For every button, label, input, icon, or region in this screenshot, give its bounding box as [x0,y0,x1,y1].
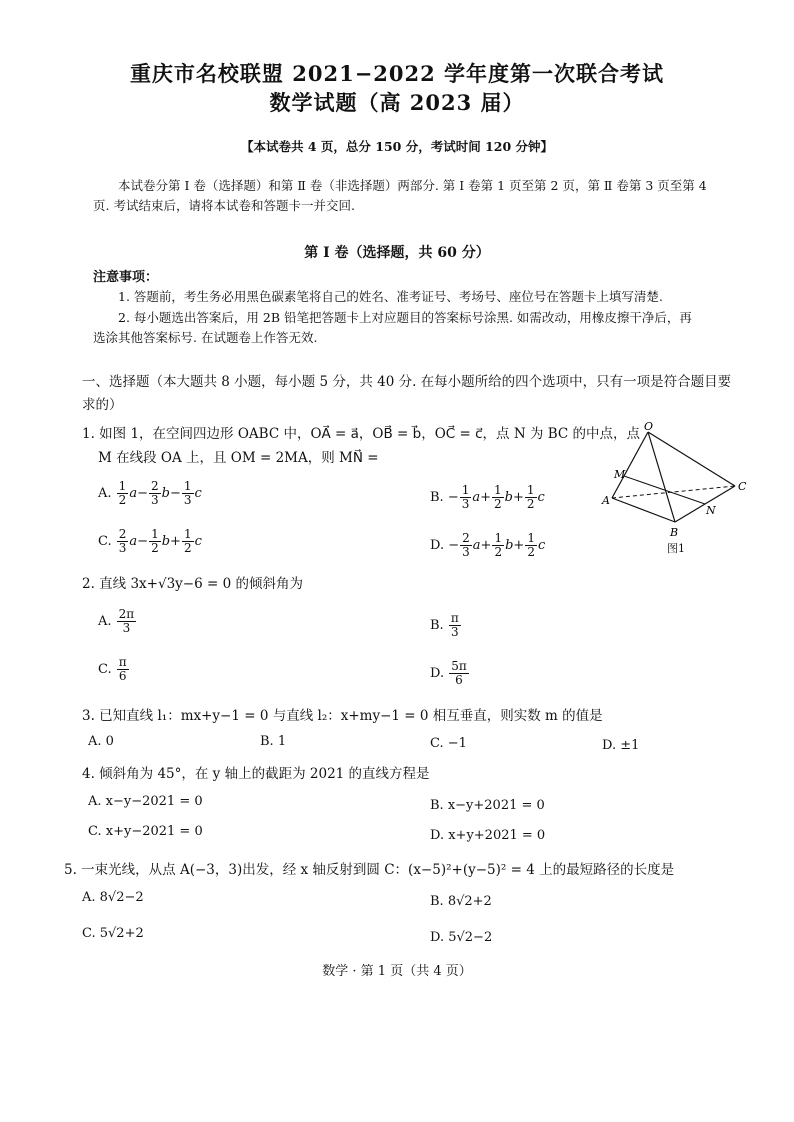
part1-heading-a: 一、选择题（本大题共 8 小题，每小题 5 分，共 40 分. 在每小题所给的四个选项中，只有一项是符合题目要 [82,374,732,390]
q3-option-d: D. ±1 [602,738,640,753]
exam-title-line2: 数学试题（高 2023 届） [269,90,525,115]
q2-option-a: A. $\frac{2\pi}{3}$ [98,607,135,635]
q3-option-b: B. 1 [260,734,287,749]
q1-option-c: C. $\frac{2}{3}$ a− $\frac{1}{2}$ b+ $\frac{1}{2}$ c [98,527,202,555]
q5-stem: 5. 一束光线，从点 A(−3，3)出发，经 x 轴反射到圆 C：(x−5)²+(y−5)² = 4 上的最短路径的长度是 [64,862,675,878]
section1-title: 第 Ⅰ 卷（选择题，共 60 分） [304,245,490,261]
figure-1-tetrahedron [600,420,760,550]
q5-option-b: B. 8√2+2 [430,894,492,909]
part1-heading-b: 求的） [82,397,123,413]
q4-option-d: D. x+y+2021 = 0 [430,828,546,843]
notice-2a: 2. 每小题选出答案后，用 2B 铅笔把答题卡上对应题目的答案标号涂黑. 如需改动，用橡皮擦干净后，再 [118,310,692,325]
q4-option-b: B. x−y+2021 = 0 [430,798,545,813]
q5-option-c: C. 5√2+2 [82,926,144,941]
point-m: M [614,468,626,481]
page-footer: 数学 · 第 1 页（共 4 页） [322,964,472,979]
figure-1-caption: 图1 [667,542,685,555]
q2-option-b: B. $\frac{\pi}{3}$ [430,611,459,639]
notice-1: 1. 答题前，考生务必用黑色碳素笔将自己的姓名、准考证号、考场号、座位号在答题卡上填写清楚. [118,289,663,304]
point-c: C [738,480,747,493]
point-a: A [602,494,610,507]
intro-line1: 本试卷分第 Ⅰ 卷（选择题）和第 Ⅱ 卷（非选择题）两部分. 第 Ⅰ 卷第 1 页至第 2 页，第 Ⅱ 卷第 3 页至第 4 [118,178,707,193]
q3-option-a: A. 0 [88,734,114,749]
point-o: O [644,420,654,433]
q1-option-a: A. $\frac{1}{2}$ a− $\frac{2}{3}$ b− $\frac{1}{3}$ c [98,479,202,507]
point-b: B [670,526,679,539]
q4-stem: 4. 倾斜角为 45°，在 y 轴上的截距为 2021 的直线方程是 [82,766,430,782]
exam-title-line1: 重庆市名校联盟 2021−2022 学年度第一次联合考试 [129,61,665,86]
q1-option-b: B. − $\frac{1}{3}$ a+ $\frac{1}{2}$ b+ $\frac{1}{2}$ c [430,483,545,511]
q2-option-c: C. $\frac{\pi}{6}$ [98,655,127,683]
q4-option-c: C. x+y−2021 = 0 [88,824,203,839]
point-n: N [706,504,716,517]
exam-info: 【本试卷共 4 页，总分 150 分，考试时间 120 分钟】 [241,139,553,154]
q2-option-d: D. $\frac{5\pi}{6}$ [430,659,467,687]
q3-stem: 3. 已知直线 l₁：mx+y−1 = 0 与直线 l₂：x+my−1 = 0 相互垂直，则实数 m 的值是 [82,708,603,724]
q3-option-c: C. −1 [430,736,467,751]
q2-stem: 2. 直线 3x+√3y−6 = 0 的倾斜角为 [82,576,303,592]
q1-line2: M 在线段 OA 上，且 OM = 2MA，则 MN⃗ = [98,450,379,466]
notice-title: 注意事项： [93,270,159,285]
q5-option-d: D. 5√2−2 [430,930,493,945]
q5-option-a: A. 8√2−2 [82,890,144,905]
q1-option-d: D. − $\frac{2}{3}$ a+ $\frac{1}{2}$ b+ $\frac{1}{2}$ c [430,531,546,559]
intro-line2: 页. 考试结束后，请将本试卷和答题卡一并交回. [93,198,355,213]
notice-2b: 选涂其他答案标号. 在试题卷上作答无效. [93,330,318,345]
q1-line1: 1. 如图 1，在空间四边形 OABC 中，OA⃗ = a⃗，OB⃗ = b⃗，OC⃗ = c⃗，点 N 为 BC 的中点，点 [82,426,641,442]
q4-option-a: A. x−y−2021 = 0 [88,794,203,809]
